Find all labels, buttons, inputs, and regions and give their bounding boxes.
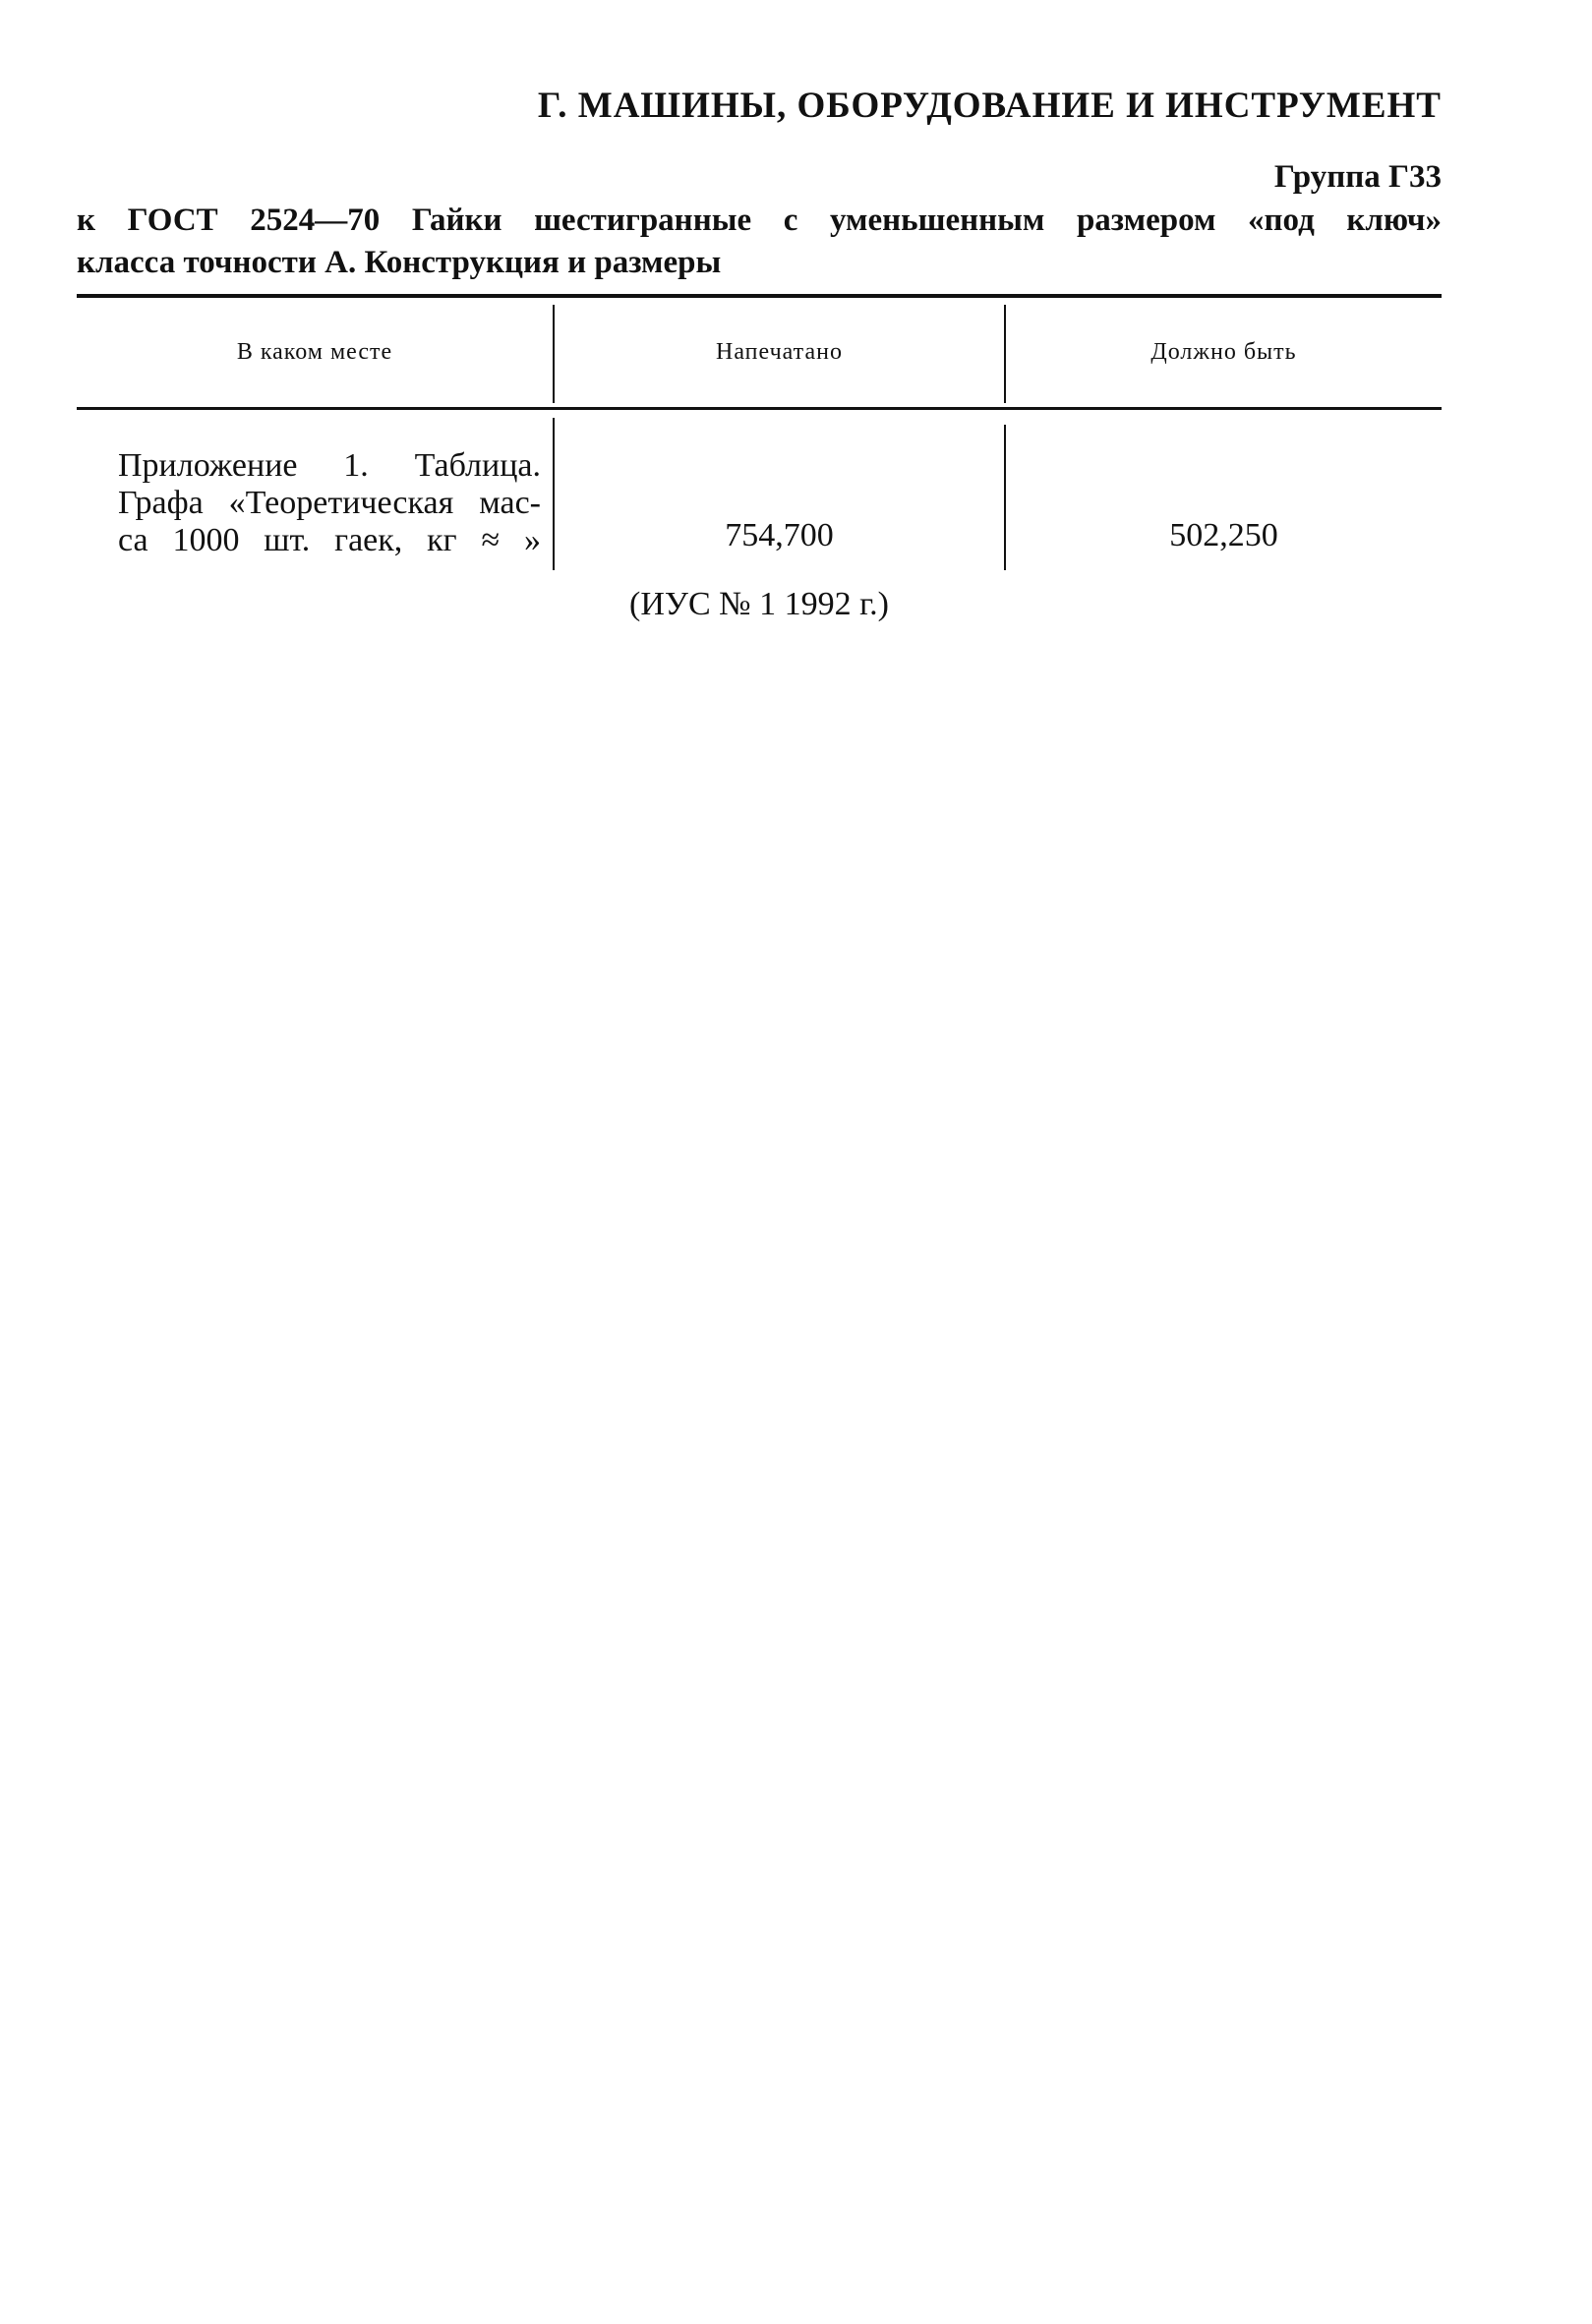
table-cell-printed: 754,700 [725, 517, 834, 553]
place-line: Графа «Теоретическая мас- [118, 485, 541, 521]
table-header-place: В каком месте [236, 339, 393, 365]
table-header-printed: Напечатано [716, 339, 843, 365]
group-label: Группа Г33 [1273, 159, 1442, 195]
heading-word: «под [1248, 203, 1315, 238]
heading-word: ГОСТ [127, 203, 218, 238]
document-heading-line1 [77, 200, 1442, 242]
place-line: Приложение 1. Таблица. [118, 447, 541, 484]
table-header-should-be: Должно быть [1150, 339, 1297, 365]
heading-word: к [77, 203, 96, 238]
document-heading-line2: класса точности А. Конструкция и размеры [77, 245, 722, 280]
table-top-rule [77, 294, 1442, 298]
heading-word: уменьшенным [829, 203, 1045, 238]
document-page [77, 0, 1442, 2324]
table-header-rule [77, 407, 1442, 410]
heading-word: размером [1076, 203, 1216, 238]
source-reference: (ИУС № 1 1992 г.) [629, 586, 889, 622]
heading-word: 2524—70 [250, 203, 381, 238]
section-title: Г. МАШИНЫ, ОБОРУДОВАНИЕ И ИНСТРУМЕНТ [537, 86, 1442, 126]
table-cell-place [118, 447, 541, 559]
heading-word: шестигранные [534, 203, 752, 238]
heading-word: ключ» [1346, 203, 1442, 238]
place-line: са 1000 шт. гаек, кг ≈ » [118, 522, 541, 558]
heading-word: с [783, 203, 798, 238]
heading-word: Гайки [411, 203, 502, 238]
table-cell-should-be: 502,250 [1169, 517, 1278, 553]
document-heading [77, 200, 1442, 284]
